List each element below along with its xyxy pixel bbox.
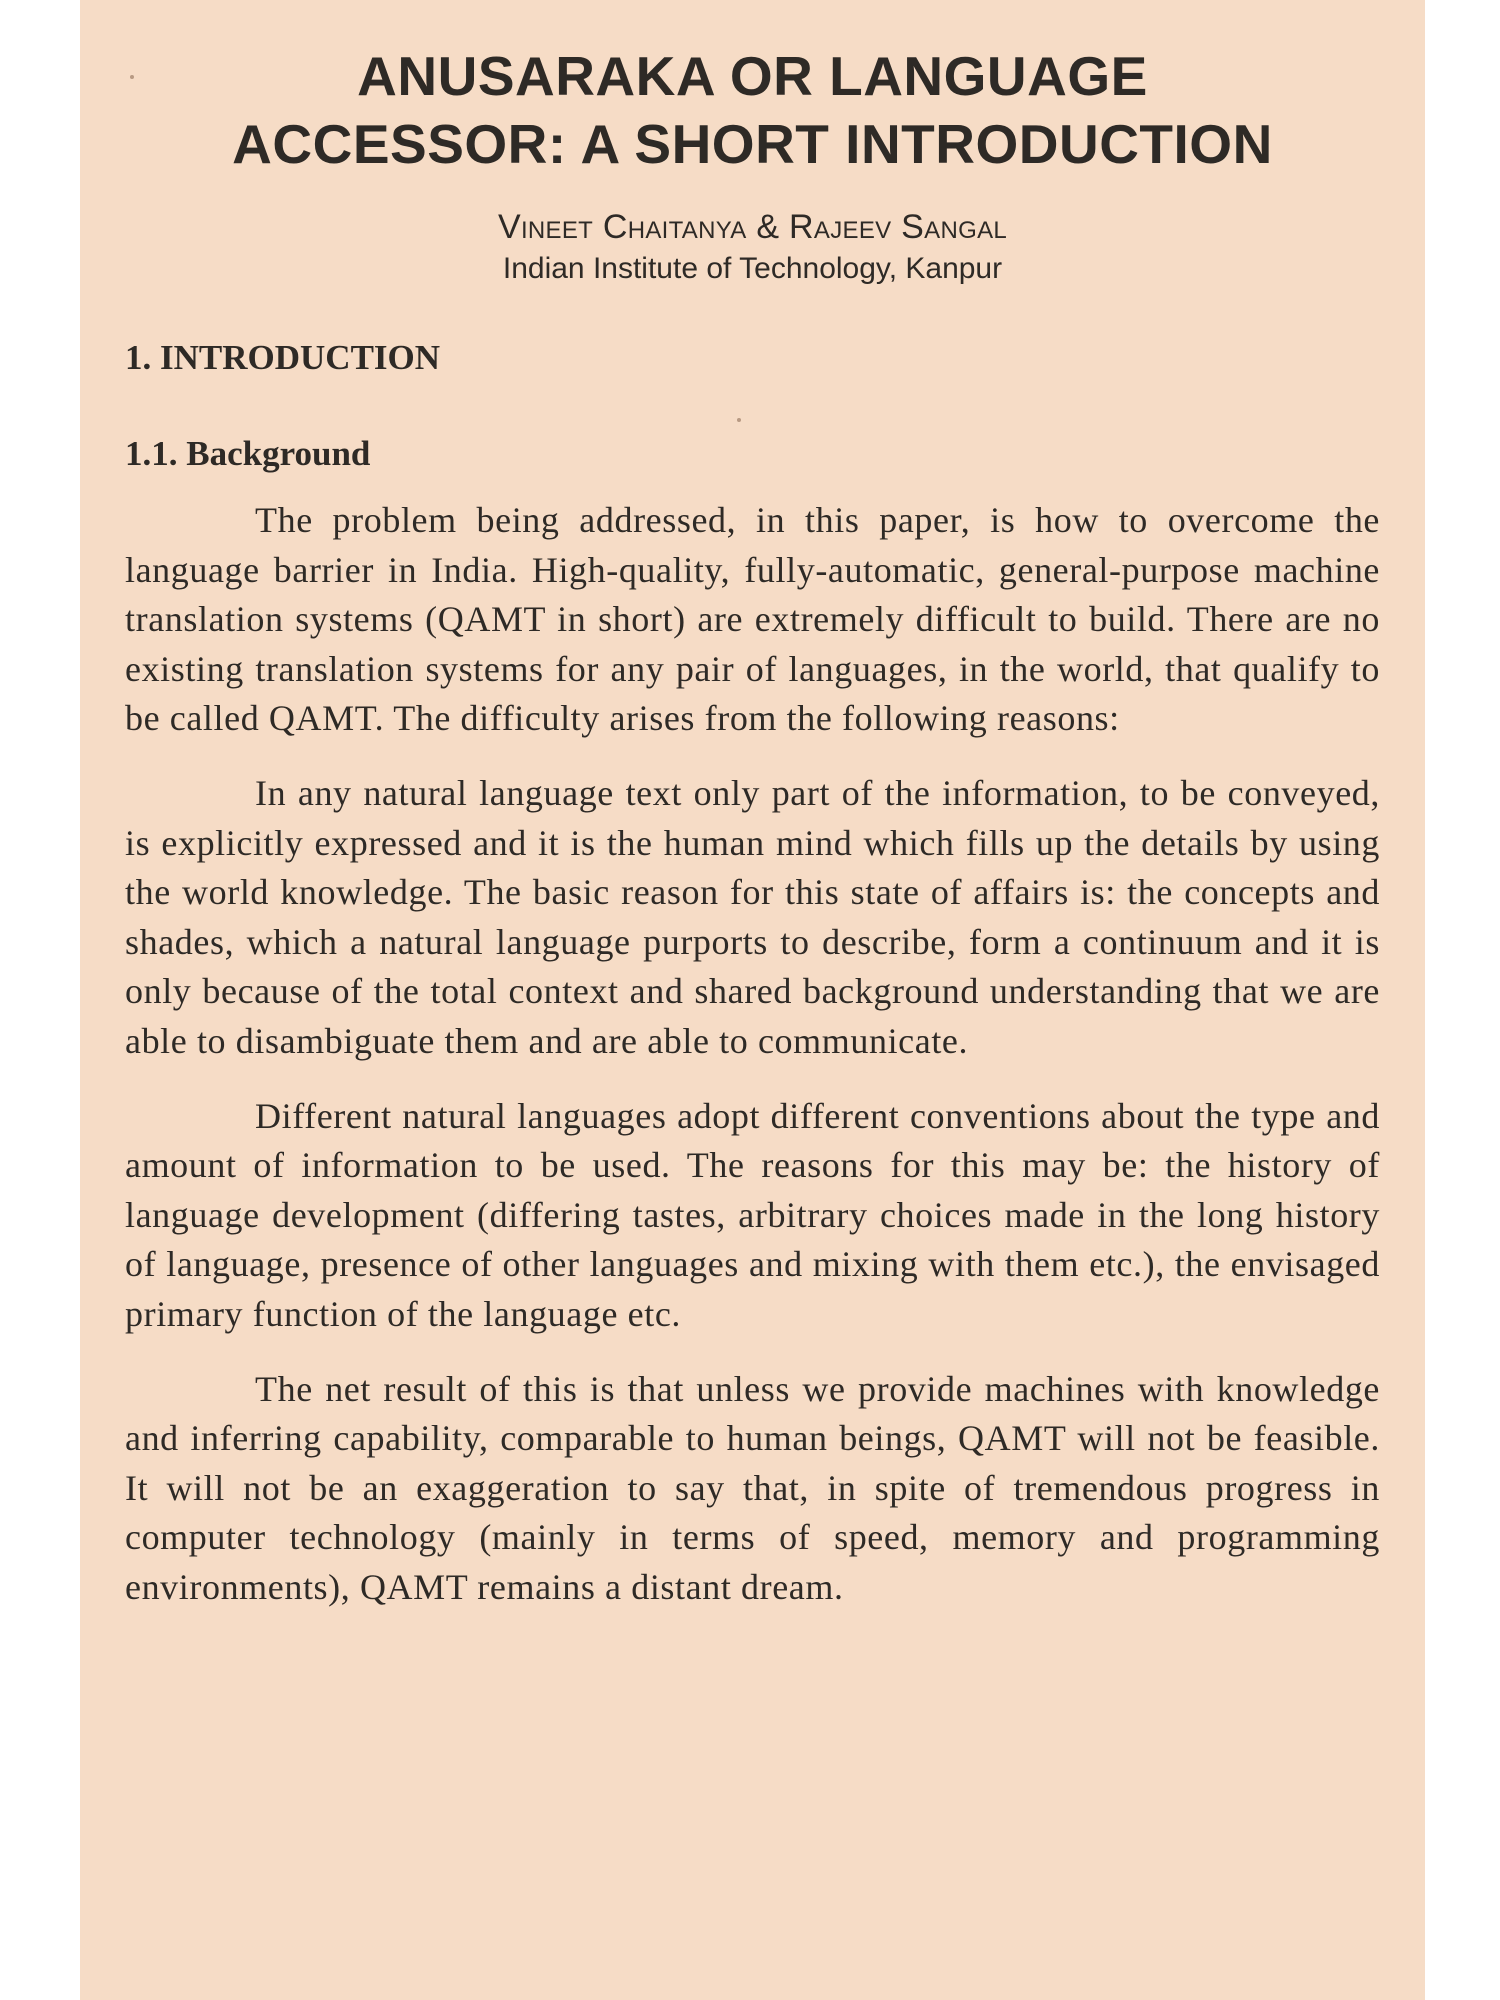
paper-page bbox=[80, 0, 1425, 2000]
body-paragraph-3: Different natural languages adopt different conventions about the type and amount of information to be used. The reasons for this may be: the history of language development (differing tastes, arbitrary choices made in the long history of language, presence of other languages and mixing with them etc.), the envisaged primary function of the language etc. bbox=[125, 1095, 1380, 1334]
paper-speck bbox=[130, 75, 134, 79]
paper-title-line-2: ACCESSOR: A SHORT INTRODUCTION bbox=[232, 113, 1273, 175]
section-heading: 1. INTRODUCTION bbox=[125, 338, 441, 377]
body-paragraph-2: In any natural language text only part of the information, to be conveyed, is explicitly expressed and it is the human mind which fills up the details by using the world knowledge. The basic reason for this state of affairs is: the concepts and shades, which a natural language purports to describe, form a continuum and it is only because of the total context and shared background understanding that we are able to disambiguate them and are able to communicate. bbox=[125, 772, 1380, 1061]
body-paragraph-1: The problem being addressed, in this paper, is how to overcome the language barrier in India. High-quality, fully-automatic, general-purpose machine translation systems (QAMT in short) are extremely difficult to build. There are no existing translation systems for any pair of languages, in the world, that qualify to be called QAMT. The difficulty arises from the following reasons: bbox=[125, 500, 1380, 739]
paper-title-line-1: ANUSARAKA OR LANGUAGE bbox=[357, 45, 1148, 107]
subsection-heading: 1.1. Background bbox=[125, 434, 371, 473]
paper-authors: Vineet Chaitanya & Rajeev Sangal bbox=[497, 208, 1008, 246]
paper-title bbox=[125, 42, 1380, 178]
body-paragraph-4: The net result of this is that unless we provide machines with knowledge and inferring capability, comparable to human beings, QAMT will not be feasible. It will not be an exaggeration to say that, in spite of tremendous progress in computer technology (mainly in terms of speed, memory and programming environments), QAMT remains a distant dream. bbox=[125, 1368, 1380, 1607]
paper-speck bbox=[737, 418, 741, 422]
paper-affiliation: Indian Institute of Technology, Kanpur bbox=[502, 252, 1003, 285]
